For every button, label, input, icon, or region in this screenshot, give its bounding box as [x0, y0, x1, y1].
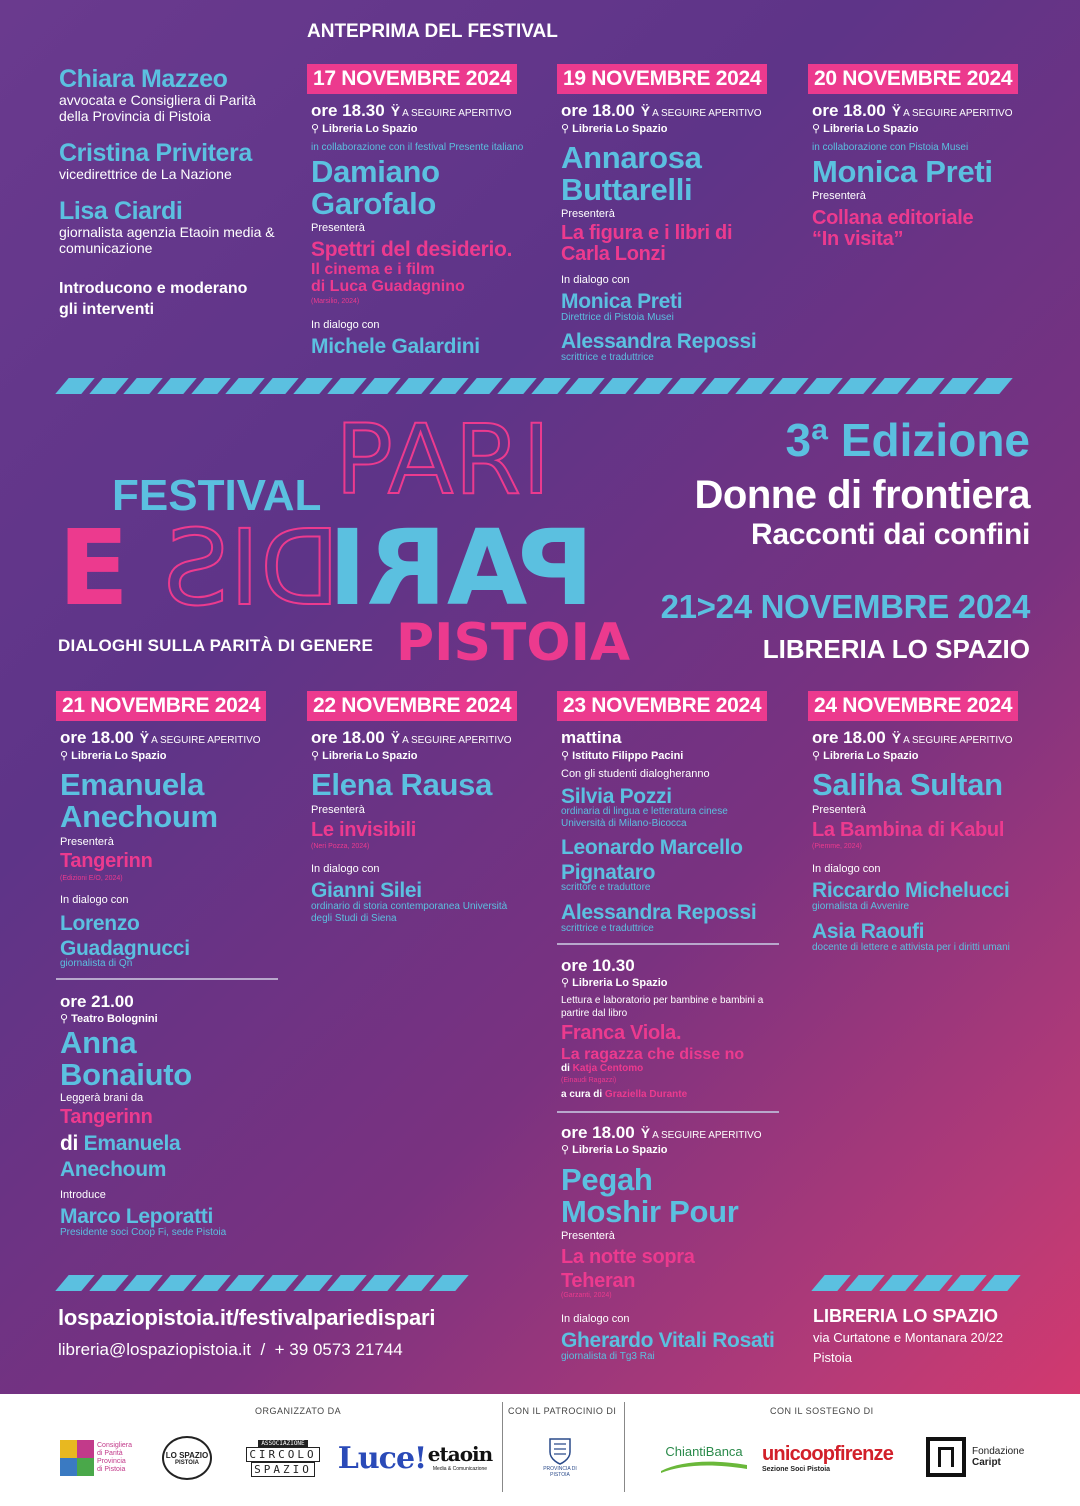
- place-text: Libreria Lo Spazio: [823, 750, 919, 762]
- dialog-guest: Asia Raoufi: [812, 920, 925, 943]
- dialog-guest: [60, 911, 190, 961]
- dialog-role: docente di lettere e attivista per i diritti umani: [812, 942, 1010, 953]
- logo-provincia-pistoia: [536, 1432, 584, 1482]
- dialog-role: giornalista di Avvenire: [812, 901, 910, 912]
- patronage-label: CON IL PATROCINIO DI: [508, 1406, 617, 1416]
- place-text: Libreria Lo Spazio: [71, 750, 167, 762]
- dialog-role: degli Studi di Siena: [311, 913, 397, 924]
- guest-name: [561, 1164, 739, 1228]
- place-text: Teatro Bolognini: [71, 1013, 158, 1025]
- logo-text: CIRCOLO: [246, 1447, 319, 1462]
- pin-icon: ⚲: [561, 1144, 573, 1156]
- curated: [561, 1089, 687, 1100]
- guest-line: Garofalo: [311, 186, 437, 221]
- time-text: ore 18.00: [561, 101, 635, 120]
- logo-pari-outline: PARI: [335, 404, 552, 516]
- note: Con gli studenti dialogheranno: [561, 768, 710, 780]
- phone-number[interactable]: + 39 0573 21744: [274, 1340, 403, 1359]
- cocktail-icon: Ÿ: [891, 103, 902, 119]
- presents-label: Presenterà: [812, 190, 866, 202]
- publisher: (Garzanti, 2024): [561, 1292, 612, 1299]
- dialog-guest: Michele Galardini: [311, 335, 480, 358]
- event-time: mattina: [561, 728, 622, 747]
- dialog-guest: Riccardo Michelucci: [812, 879, 1010, 902]
- publisher: (Neri Pozza, 2024): [311, 843, 370, 850]
- place-text: Libreria Lo Spazio: [322, 750, 418, 762]
- author-name: Katja Centomo: [572, 1063, 644, 1074]
- decor-stripes-right: [818, 1275, 1014, 1291]
- logo-text: ChiantiBanca: [665, 1443, 743, 1459]
- logo-circolo-spazio: [238, 1436, 328, 1480]
- title-line: La figura e i libri di: [561, 222, 733, 244]
- logo-text: LO SPAZIO: [165, 1450, 209, 1460]
- author-line: Anechoum: [60, 1158, 167, 1181]
- time-text: ore 18.00: [60, 728, 134, 747]
- time-text: ore 18.00: [812, 101, 886, 120]
- presents-label: Presenterà: [812, 804, 866, 816]
- curator-name: Graziella Durante: [604, 1089, 688, 1100]
- date-tag: 17 NOVEMBRE 2024: [307, 64, 517, 94]
- time-text: ore 18.00: [812, 728, 886, 747]
- guest-line: Bonaiuto: [60, 1057, 192, 1092]
- note: Lettura e laboratorio per bambine e bambini a: [561, 995, 764, 1006]
- logo-text: Caript: [972, 1457, 1001, 1468]
- place-text: Istituto Filippo Pacini: [572, 750, 684, 762]
- guest-line: Annarosa: [561, 140, 702, 175]
- event-time: ore 10.30: [561, 956, 635, 975]
- decor-stripes-left: [62, 1275, 462, 1291]
- divider: [557, 943, 779, 945]
- support-label: CON IL SOSTEGNO DI: [770, 1406, 874, 1416]
- pin-icon: ⚲: [311, 123, 323, 135]
- aperitivo-text: A SEGUIRE APERITIVO: [151, 735, 261, 746]
- logo-text: PROVINCIA DI PISTOIA: [543, 1466, 577, 1478]
- di-label: di: [561, 1063, 570, 1074]
- cocktail-icon: Ÿ: [640, 103, 651, 119]
- event-time: [561, 101, 762, 121]
- time-text: ore 18.00: [311, 728, 385, 747]
- cocktail-icon: Ÿ: [390, 103, 401, 119]
- dialog-guest: Alessandra Repossi: [561, 330, 757, 353]
- pin-icon: ⚲: [561, 977, 573, 989]
- title-line: La notte sopra: [561, 1246, 695, 1268]
- time-text: ore 18.30: [311, 101, 385, 120]
- guest-name: [60, 769, 218, 833]
- book-title: Franca Viola.: [561, 1022, 682, 1044]
- guest-name: Saliha Sultan: [812, 767, 1003, 802]
- publisher: (Piemme, 2024): [812, 843, 862, 850]
- event-time: ore 21.00: [60, 992, 134, 1011]
- dialog-guest: Monica Preti: [561, 290, 683, 313]
- logo-lospazio: [162, 1436, 212, 1480]
- host-role: giornalista agenzia Etaoin media &: [59, 224, 275, 240]
- pin-icon: ⚲: [561, 123, 573, 135]
- hosts-column: [59, 66, 275, 320]
- guest-name: Silvia Pozzi: [561, 785, 672, 808]
- hills-icon: [661, 1459, 747, 1473]
- dialog-role: giornalista di Qn: [60, 958, 133, 969]
- logo-text: di Parità: [97, 1450, 123, 1457]
- dialog-guest: Gherardo Vitali Rosati: [561, 1329, 775, 1352]
- decor-stripes-top: [62, 378, 1006, 394]
- logo-text: Consigliera: [97, 1442, 133, 1449]
- logo-text: Luce!: [337, 1440, 427, 1476]
- pin-icon: ⚲: [812, 750, 824, 762]
- publisher: (Marsilio, 2024): [311, 298, 360, 305]
- logo-text: unicoopfirenze: [762, 1443, 894, 1465]
- subtheme: Racconti dai confini: [750, 518, 1030, 551]
- title-line: Collana editoriale: [812, 207, 974, 229]
- host-role: avvocata e Consigliera di Parità: [59, 92, 256, 108]
- guest-name: Elena Rausa: [311, 767, 493, 802]
- dialog-role: scrittrice e traduttrice: [561, 352, 654, 363]
- publisher: (Edizioni E/O, 2024): [60, 875, 123, 882]
- dialog-role: ordinario di storia contemporanea Università: [311, 901, 508, 912]
- date-tag: 20 NOVEMBRE 2024: [808, 64, 1018, 94]
- intro-label: Introduce: [60, 1189, 106, 1201]
- venue-name: LIBRERIA LO SPAZIO: [813, 1306, 999, 1326]
- aperitivo-text: A SEGUIRE APERITIVO: [402, 735, 512, 746]
- presents-label: Presenterà: [561, 1230, 615, 1242]
- event-place: [60, 1012, 158, 1025]
- aperitivo-text: A SEGUIRE APERITIVO: [903, 108, 1013, 119]
- guest-name: [311, 156, 440, 220]
- intro-guest: Marco Leporatti: [60, 1205, 214, 1228]
- event-time: [812, 101, 1013, 121]
- event-time: [311, 728, 512, 748]
- title-line: Teheran: [561, 1270, 636, 1292]
- place-text: Libreria Lo Spazio: [823, 123, 919, 135]
- guest-line: Pignataro: [561, 861, 656, 884]
- author: [60, 1131, 180, 1183]
- preview-label: ANTEPRIMA DEL FESTIVAL: [307, 21, 558, 42]
- book-title: [561, 1245, 695, 1293]
- presents-label: Presenterà: [311, 804, 365, 816]
- cocktail-icon: Ÿ: [139, 730, 150, 746]
- date-tag: 22 NOVEMBRE 2024: [307, 691, 517, 721]
- dialog-label: In dialogo con: [311, 863, 380, 875]
- logo-festival: FESTIVAL: [112, 471, 322, 520]
- pin-icon: ⚲: [60, 1013, 72, 1025]
- book-title: Tangerinn: [60, 1106, 153, 1128]
- website-link[interactable]: lospaziopistoia.it/festivalpariedispari: [58, 1305, 436, 1330]
- event-place: [812, 122, 918, 135]
- guest-line: Emanuela: [60, 767, 205, 802]
- caript-mark: [926, 1437, 966, 1477]
- dialog-label: In dialogo con: [561, 1313, 630, 1325]
- sponsors-footer: [0, 1394, 1080, 1506]
- guest-name: Monica Preti: [812, 154, 993, 189]
- dialog-guest: Gianni Silei: [311, 879, 422, 902]
- book-title: Le invisibili: [311, 819, 417, 841]
- di-label: di: [60, 1132, 79, 1155]
- author: [561, 1063, 643, 1074]
- collab-note: in collaborazione con Pistoia Musei: [812, 142, 969, 153]
- aperitivo-text: A SEGUIRE APERITIVO: [652, 108, 762, 119]
- event-place: [561, 749, 683, 762]
- host-role: comunicazione: [59, 240, 153, 256]
- guest-line: Anechoum: [60, 799, 218, 834]
- guest-line: Leonardo Marcello: [561, 836, 743, 859]
- host-name: Cristina Privitera: [59, 139, 252, 167]
- divider: [557, 1111, 779, 1113]
- organized-label: ORGANIZZATO DA: [255, 1406, 342, 1416]
- book-title: [561, 223, 732, 265]
- crest-icon: [548, 1436, 572, 1466]
- date-tag: 23 NOVEMBRE 2024: [557, 691, 767, 721]
- collab-note: in collaborazione con il festival Presente italiano: [311, 142, 524, 153]
- dialog-role: giornalista di Tg3 Rai: [561, 1351, 655, 1362]
- reads-label: Leggerà brani da: [60, 1092, 144, 1104]
- logo-text: ASSOCIAZIONE: [258, 1440, 307, 1447]
- event-time: [311, 101, 512, 121]
- event-time: [812, 728, 1013, 748]
- tagline: DIALOGHI SULLA PARITÀ DI GENERE: [58, 636, 374, 655]
- guest-name: [561, 835, 743, 885]
- hosts-note: gli interventi: [59, 301, 155, 318]
- festival-venue: LIBRERIA LO SPAZIO: [762, 634, 1030, 664]
- dialog-line: Guadagnucci: [60, 937, 190, 960]
- aperitivo-text: A SEGUIRE APERITIVO: [402, 108, 512, 119]
- venue-city: Pistoia: [813, 1350, 853, 1365]
- aperitivo-text: A SEGUIRE APERITIVO: [903, 735, 1013, 746]
- subtitle-line: di Luca Guadagnino: [311, 278, 465, 295]
- event-time: [561, 1123, 762, 1143]
- event-place: [561, 122, 667, 135]
- dialog-label: In dialogo con: [561, 274, 630, 286]
- cocktail-icon: Ÿ: [891, 730, 902, 746]
- logo-consigliera: [60, 1438, 140, 1478]
- book-subtitle: [311, 261, 465, 295]
- theme: Donne di frontiera: [694, 473, 1030, 517]
- venue-address: via Curtatone e Montanara 20/22: [813, 1330, 1004, 1345]
- pin-icon: ⚲: [812, 123, 824, 135]
- contact-line: [58, 1340, 403, 1360]
- logo-unicoop-firenze: [762, 1438, 904, 1478]
- dialog-label: In dialogo con: [311, 319, 380, 331]
- book-title: La Bambina di Kabul: [812, 819, 1005, 841]
- separator: /: [260, 1340, 266, 1359]
- dialog-line: Lorenzo: [60, 912, 140, 935]
- host-role: vicedirettrice de La Nazione: [59, 166, 232, 182]
- email-link[interactable]: libreria@lospaziopistoia.it: [58, 1340, 252, 1359]
- logo-pistoia: PISTOIA: [396, 613, 631, 673]
- logo-dis-mirrored: DIS: [163, 507, 340, 629]
- presents-label: Presenterà: [561, 208, 615, 220]
- guest-line: Anna: [60, 1025, 137, 1060]
- publisher: (Einaudi Ragazzi): [561, 1077, 617, 1084]
- event-place: [561, 976, 667, 989]
- logo-text: Provincia: [97, 1458, 126, 1465]
- host-role: della Provincia di Pistoia: [59, 108, 211, 124]
- dialog-label: In dialogo con: [60, 894, 129, 906]
- event-place: [311, 122, 417, 135]
- festival-dates: 21>24 NOVEMBRE 2024: [660, 588, 1030, 625]
- place-text: Libreria Lo Spazio: [572, 977, 668, 989]
- hosts-note: Introducono e moderano: [59, 280, 248, 297]
- host-name: Lisa Ciardi: [59, 197, 183, 225]
- book-title: [812, 208, 973, 250]
- logo-e: E: [58, 507, 130, 629]
- date-tag: 19 NOVEMBRE 2024: [557, 64, 767, 94]
- event-place: [60, 749, 166, 762]
- logo-chiantibanca: [660, 1438, 748, 1478]
- logo-pari-mirrored: PARI: [328, 507, 594, 629]
- place-text: Libreria Lo Spazio: [572, 1144, 668, 1156]
- guest-line: Pegah: [561, 1162, 653, 1197]
- logo-text: di Pistoia: [97, 1466, 126, 1473]
- guest-role: scrittore e traduttore: [561, 882, 651, 893]
- logo-text: PISTOIA: [175, 1459, 199, 1466]
- curated-label: a cura di: [561, 1089, 603, 1100]
- logo-etaoin: [427, 1434, 493, 1480]
- event-place: [311, 749, 417, 762]
- book-subtitle: La ragazza che disse no: [561, 1046, 745, 1063]
- cocktail-icon: Ÿ: [640, 1125, 651, 1141]
- book-title: Tangerinn: [60, 850, 153, 872]
- event-time: [60, 728, 261, 748]
- title-line: “In visita”: [812, 228, 904, 250]
- presents-label: Presenterà: [311, 222, 365, 234]
- place-text: Libreria Lo Spazio: [322, 123, 418, 135]
- guest-line: Damiano: [311, 154, 440, 189]
- place-text: Libreria Lo Spazio: [572, 123, 668, 135]
- separator: [624, 1402, 625, 1492]
- consigliera-mark: [60, 1440, 94, 1476]
- edition: 3ª Edizione: [785, 414, 1030, 466]
- guest-role: Università di Milano-Bicocca: [561, 818, 687, 829]
- logo-text: Sezione Soci Pistoia: [762, 1466, 831, 1473]
- note: partire dal libro: [561, 1008, 628, 1019]
- logo-text: Media & Comunicazione: [432, 1466, 488, 1472]
- guest-line: Buttarelli: [561, 172, 693, 207]
- date-tag: 24 NOVEMBRE 2024: [808, 691, 1018, 721]
- separator: [502, 1402, 503, 1492]
- title-line: Carla Lonzi: [561, 243, 666, 265]
- guest-name: [60, 1027, 192, 1091]
- guest-role: scrittrice e traduttrice: [561, 923, 654, 934]
- intro-role: Presidente soci Coop Fi, sede Pistoia: [60, 1227, 227, 1238]
- guest-role: ordinaria di lingua e letteratura cinese: [561, 806, 728, 817]
- event-place: [812, 749, 918, 762]
- pin-icon: ⚲: [561, 750, 573, 762]
- dialog-label: In dialogo con: [812, 863, 881, 875]
- cocktail-icon: Ÿ: [390, 730, 401, 746]
- author-line: Emanuela: [83, 1132, 181, 1155]
- logo-text: Fondazione: [972, 1446, 1025, 1457]
- date-tag: 21 NOVEMBRE 2024: [56, 691, 266, 721]
- presents-label: Presenterà: [60, 836, 114, 848]
- subtitle-line: Il cinema e i film: [311, 261, 435, 278]
- pin-icon: ⚲: [60, 750, 72, 762]
- logo-text: etaoin: [427, 1442, 493, 1466]
- logo-text: SPAZIO: [251, 1462, 315, 1477]
- dialog-role: Direttrice di Pistoia Musei: [561, 312, 674, 323]
- event-place: [561, 1143, 667, 1156]
- logo-luce: [337, 1438, 427, 1478]
- aperitivo-text: A SEGUIRE APERITIVO: [652, 1130, 762, 1141]
- guest-name: Alessandra Repossi: [561, 901, 757, 924]
- divider: [56, 978, 278, 980]
- book-title: Spettri del desiderio.: [311, 238, 513, 261]
- logo-fondazione-caript: [926, 1436, 1042, 1478]
- guest-line: Moshir Pour: [561, 1194, 739, 1229]
- host-name: Chiara Mazzeo: [59, 65, 228, 93]
- guest-name: [561, 142, 702, 206]
- time-text: ore 18.00: [561, 1123, 635, 1142]
- pin-icon: ⚲: [311, 750, 323, 762]
